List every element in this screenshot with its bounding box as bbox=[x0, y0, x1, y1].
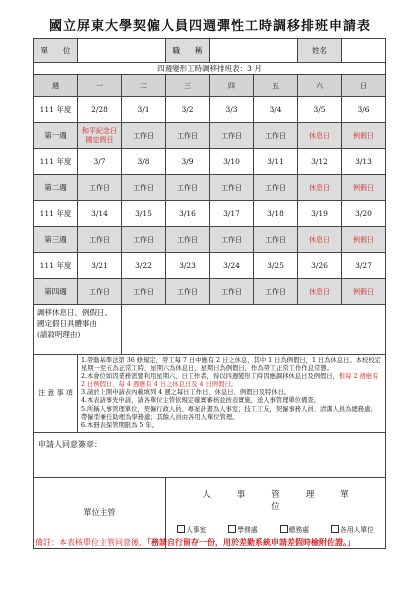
schedule-cell[interactable]: 工作日 bbox=[122, 279, 166, 305]
date-cell[interactable]: 3/10 bbox=[210, 149, 254, 175]
schedule-cell[interactable]: 工作日 bbox=[210, 279, 254, 305]
footer-text: 備註：本表核單位主管同意後， bbox=[35, 538, 147, 547]
date-cell[interactable]: 3/26 bbox=[298, 253, 342, 279]
date-cell[interactable]: 3/16 bbox=[166, 201, 210, 227]
date-cell[interactable]: 3/13 bbox=[342, 149, 386, 175]
notes-row bbox=[34, 355, 386, 433]
reason-row bbox=[34, 305, 386, 355]
note-item bbox=[81, 406, 382, 422]
name-label: 姓名 bbox=[298, 39, 342, 63]
schedule-cell[interactable]: 休息日 bbox=[298, 123, 342, 149]
hr-option-label: 學務處 bbox=[237, 525, 258, 534]
checkbox-icon[interactable] bbox=[228, 525, 236, 533]
note-text: 5.所稱人事管理單位，契僱行政人員、專案計畫為人事室；技工工友，契僱事務人員、清潔人員為總務處；帶僱型兼任助理為學務處；其餘人員由各用人單位管理。 bbox=[81, 405, 377, 421]
note-item bbox=[81, 422, 382, 430]
row-label: 111 年度 bbox=[34, 149, 78, 175]
date-cell[interactable]: 3/27 bbox=[342, 253, 386, 279]
schedule-cell[interactable] bbox=[78, 123, 122, 149]
day-header: 一 bbox=[78, 75, 122, 97]
schedule-cell[interactable]: 例假日 bbox=[342, 123, 386, 149]
week-row bbox=[34, 227, 386, 253]
date-cell[interactable]: 3/19 bbox=[298, 201, 342, 227]
checkbox-icon[interactable] bbox=[331, 525, 339, 533]
row-label: 111 年度 bbox=[34, 253, 78, 279]
schedule-cell[interactable]: 工作日 bbox=[254, 123, 298, 149]
day-header: 四 bbox=[210, 75, 254, 97]
schedule-cell[interactable]: 工作日 bbox=[78, 279, 122, 305]
date-cell[interactable]: 3/15 bbox=[122, 201, 166, 227]
name-field[interactable] bbox=[342, 39, 386, 63]
date-cell[interactable]: 3/17 bbox=[210, 201, 254, 227]
schedule-cell[interactable]: 工作日 bbox=[78, 175, 122, 201]
note-item bbox=[81, 357, 382, 373]
note-text: 6.本冊表保管期限為 5 年。 bbox=[81, 421, 158, 429]
footer-emphasis: 「務請自行留存一份，用於差勤系統申請差假時檢附佐證。」 bbox=[147, 537, 355, 547]
schedule-cell[interactable]: 休息日 bbox=[298, 227, 342, 253]
note-text: 2.本會位如因業務需要利用星期六、日工作者，得以四週變形工時因應調移休息日及例假日， bbox=[81, 373, 339, 381]
hr-unit-title: 人事管理單位 bbox=[202, 489, 375, 512]
note-item bbox=[81, 397, 382, 405]
date-row bbox=[34, 149, 386, 175]
schedule-cell[interactable]: 工作日 bbox=[166, 279, 210, 305]
schedule-cell[interactable]: 工作日 bbox=[210, 123, 254, 149]
row-label: 111 年度 bbox=[34, 97, 78, 123]
schedule-cell[interactable]: 例假日 bbox=[342, 279, 386, 305]
reason-label-line: 調移休息日、例假日、國定假日具體事由 bbox=[37, 308, 112, 328]
row-label: 第一週 bbox=[34, 123, 78, 149]
form-title: 國立屏東大學契僱人員四週彈性工時調移排班申請表 bbox=[48, 19, 371, 34]
note-text: 1.勞動基準法第 36 條規定，勞工每 7 日中應有 2 日之休息，其中 1 日為例假日，1 日為休息日。本校校定星期一至五為正常工時，星期六為休息日，星期日為例假日，作為勞工正常工作作息常態。 bbox=[81, 357, 381, 373]
date-cell[interactable]: 3/25 bbox=[254, 253, 298, 279]
schedule-cell[interactable]: 例假日 bbox=[342, 227, 386, 253]
footer-note bbox=[35, 535, 395, 550]
checkbox-icon[interactable] bbox=[177, 525, 185, 533]
day-header: 週 bbox=[34, 75, 78, 97]
date-cell[interactable]: 3/18 bbox=[254, 201, 298, 227]
week-row bbox=[34, 123, 386, 149]
reason-label bbox=[34, 305, 122, 355]
day-header: 六 bbox=[298, 75, 342, 97]
reason-field[interactable] bbox=[122, 305, 386, 355]
application-table bbox=[33, 38, 386, 549]
applicant-row bbox=[34, 432, 386, 477]
position-label: 職 稱 bbox=[166, 39, 210, 63]
schedule-title-row bbox=[34, 63, 386, 75]
position-field[interactable] bbox=[210, 39, 298, 63]
week-row bbox=[34, 175, 386, 201]
date-cell[interactable]: 3/23 bbox=[166, 253, 210, 279]
schedule-cell[interactable]: 工作日 bbox=[254, 227, 298, 253]
applicant-signature-field[interactable]: 申請人同意簽章： bbox=[34, 432, 386, 477]
date-cell[interactable]: 3/8 bbox=[122, 149, 166, 175]
day-header: 五 bbox=[254, 75, 298, 97]
note-item bbox=[81, 373, 382, 389]
date-cell[interactable]: 3/5 bbox=[298, 97, 342, 123]
schedule-cell[interactable]: 工作日 bbox=[78, 227, 122, 253]
hr-option-label: 總務處 bbox=[288, 525, 310, 534]
hr-option-label: 各用人單位 bbox=[340, 525, 374, 534]
hr-option-checkbox[interactable] bbox=[280, 524, 309, 534]
schedule-cell[interactable]: 工作日 bbox=[254, 279, 298, 305]
date-cell[interactable]: 3/4 bbox=[254, 97, 298, 123]
schedule-cell[interactable]: 工作日 bbox=[166, 175, 210, 201]
date-row bbox=[34, 97, 386, 123]
row-label: 第二週 bbox=[34, 175, 78, 201]
date-cell[interactable]: 3/7 bbox=[78, 149, 122, 175]
notes-label: 注 意 事 項 bbox=[34, 355, 78, 433]
week-row bbox=[34, 279, 386, 305]
schedule-cell[interactable]: 例假日 bbox=[342, 175, 386, 201]
schedule-cell[interactable]: 休息日 bbox=[298, 175, 342, 201]
day-header: 日 bbox=[342, 75, 386, 97]
header-row bbox=[34, 39, 386, 63]
row-label: 第四週 bbox=[34, 279, 78, 305]
schedule-title: 四週變形工時調移排班表：3 月 bbox=[34, 63, 386, 75]
checkbox-icon[interactable] bbox=[280, 525, 288, 533]
date-cell[interactable]: 3/6 bbox=[342, 97, 386, 123]
supervisor-signature-field[interactable]: 單位主管 bbox=[34, 477, 166, 548]
day-header: 三 bbox=[166, 75, 210, 97]
hr-options bbox=[166, 524, 385, 534]
note-text: 3.請於上開申請表內載填列 4 週之每日工作日、休息日、例假日及特休日。 bbox=[81, 389, 291, 397]
schedule-cell[interactable]: 工作日 bbox=[122, 227, 166, 253]
date-row bbox=[34, 253, 386, 279]
date-cell[interactable]: 3/22 bbox=[122, 253, 166, 279]
date-cell[interactable]: 3/14 bbox=[78, 201, 122, 227]
schedule-cell[interactable]: 工作日 bbox=[122, 123, 166, 149]
row-label: 第三週 bbox=[34, 227, 78, 253]
schedule-cell[interactable]: 工作日 bbox=[166, 227, 210, 253]
days-header-row bbox=[34, 75, 386, 97]
date-cell[interactable]: 3/24 bbox=[210, 253, 254, 279]
hr-option-label: 人事室 bbox=[185, 525, 207, 534]
unit-field[interactable] bbox=[78, 39, 166, 63]
note-text: 4.本表請事先申請，請各單位主管依規定確實審核並按表實施，送人事管理單位備查。 bbox=[81, 397, 320, 405]
note-highlight: 惟每 2 週應有 2 日例假日，每 4 週應有 4 日之休息日及 4 日例假日。 bbox=[81, 373, 379, 389]
notes-content bbox=[78, 355, 386, 433]
date-cell[interactable]: 3/9 bbox=[166, 149, 210, 175]
hr-option-checkbox[interactable] bbox=[228, 524, 257, 534]
schedule-cell[interactable]: 工作日 bbox=[210, 175, 254, 201]
day-header: 二 bbox=[122, 75, 166, 97]
date-cell[interactable]: 3/2 bbox=[166, 97, 210, 123]
row-label: 111 年度 bbox=[34, 201, 78, 227]
date-cell[interactable]: 3/20 bbox=[342, 201, 386, 227]
holiday-text-line: 和平紀念日 bbox=[82, 126, 117, 135]
holiday-text-line: 國定假日 bbox=[85, 135, 114, 144]
unit-label: 單 位 bbox=[34, 39, 78, 63]
date-cell[interactable]: 2/28 bbox=[78, 97, 122, 123]
schedule-cell[interactable]: 工作日 bbox=[122, 175, 166, 201]
schedule-cell[interactable]: 休息日 bbox=[298, 279, 342, 305]
date-cell[interactable]: 3/21 bbox=[78, 253, 122, 279]
reason-label-line: (請敘明理由) bbox=[37, 330, 81, 339]
date-cell[interactable]: 3/12 bbox=[298, 149, 342, 175]
schedule-cell[interactable]: 工作日 bbox=[210, 227, 254, 253]
hr-option-checkbox[interactable] bbox=[177, 524, 206, 534]
date-cell[interactable]: 3/11 bbox=[254, 149, 298, 175]
hr-option-checkbox[interactable] bbox=[331, 524, 374, 534]
schedule-cell[interactable]: 工作日 bbox=[166, 123, 210, 149]
date-cell[interactable]: 3/3 bbox=[210, 97, 254, 123]
date-row bbox=[34, 201, 386, 227]
schedule-cell[interactable]: 工作日 bbox=[254, 175, 298, 201]
date-cell[interactable]: 3/1 bbox=[122, 97, 166, 123]
